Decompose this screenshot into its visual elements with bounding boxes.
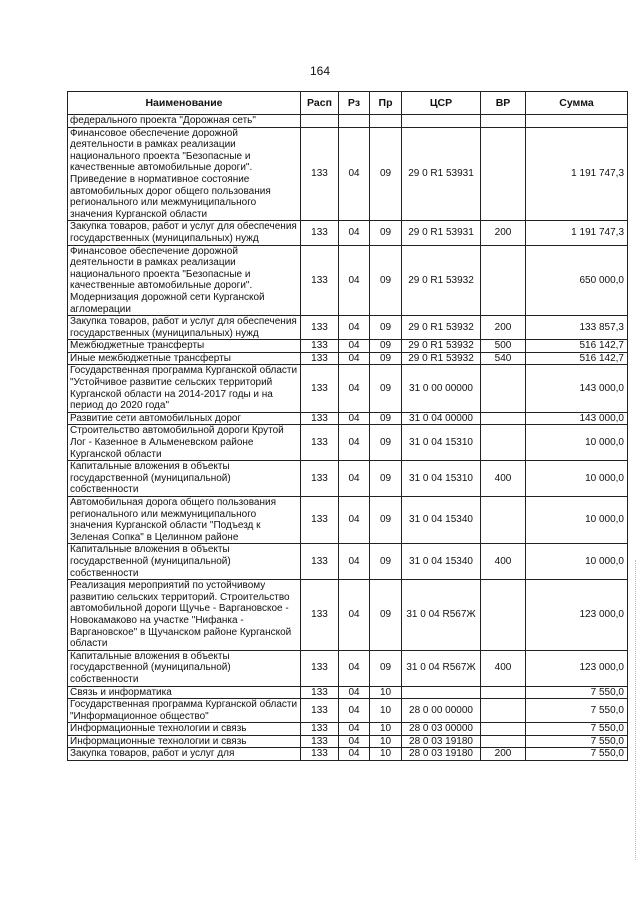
cell-rz: 04 bbox=[339, 365, 370, 412]
cell-vr: 200 bbox=[481, 748, 526, 761]
cell-pr: 09 bbox=[370, 461, 402, 497]
cell-vr bbox=[481, 699, 526, 723]
cell-vr: 400 bbox=[481, 544, 526, 580]
cell-sum: 7 550,0 bbox=[526, 735, 628, 748]
cell-vr bbox=[481, 245, 526, 316]
cell-sum: 7 550,0 bbox=[526, 699, 628, 723]
cell-csr: 31 0 04 15340 bbox=[402, 544, 481, 580]
cell-rasp: 133 bbox=[301, 544, 339, 580]
cell-pr: 10 bbox=[370, 699, 402, 723]
cell-csr: 31 0 04 15310 bbox=[402, 461, 481, 497]
header-sum: Сумма bbox=[526, 92, 628, 115]
cell-vr: 400 bbox=[481, 461, 526, 497]
table-row bbox=[68, 748, 628, 761]
cell-name: Финансовое обеспечение дорожной деятельности в рамках реализации национального проекта "Безопасные и качественные автомобильные дороги". Модернизация дорожной сети Курганской агломерации bbox=[68, 245, 301, 316]
cell-rasp: 133 bbox=[301, 340, 339, 353]
cell-rasp: 133 bbox=[301, 748, 339, 761]
cell-sum: 650 000,0 bbox=[526, 245, 628, 316]
cell-csr: 28 0 03 19180 bbox=[402, 735, 481, 748]
cell-rz: 04 bbox=[339, 221, 370, 245]
cell-rz: 04 bbox=[339, 316, 370, 340]
cell-csr bbox=[402, 115, 481, 128]
cell-vr bbox=[481, 115, 526, 128]
cell-rz: 04 bbox=[339, 245, 370, 316]
table-row bbox=[68, 544, 628, 580]
table-row bbox=[68, 699, 628, 723]
scan-edge-mark bbox=[633, 560, 636, 860]
cell-csr: 31 0 00 00000 bbox=[402, 365, 481, 412]
cell-csr: 31 0 04 15340 bbox=[402, 497, 481, 544]
table-row bbox=[68, 115, 628, 128]
cell-rasp: 133 bbox=[301, 352, 339, 365]
cell-name: Капитальные вложения в объекты государственной (муниципальной) собственности bbox=[68, 544, 301, 580]
cell-name: Автомобильная дорога общего пользования регионального или межмуниципального значения Курганской области "Подъезд к Зеленая Сопка" в Целинном районе bbox=[68, 497, 301, 544]
table-row bbox=[68, 412, 628, 425]
cell-rz: 04 bbox=[339, 723, 370, 736]
cell-vr bbox=[481, 412, 526, 425]
cell-name: Межбюджетные трансферты bbox=[68, 340, 301, 353]
cell-csr: 29 0 R1 53932 bbox=[402, 340, 481, 353]
cell-name: Иные межбюджетные трансферты bbox=[68, 352, 301, 365]
cell-pr: 09 bbox=[370, 127, 402, 221]
cell-csr: 29 0 R1 53932 bbox=[402, 352, 481, 365]
cell-csr: 29 0 R1 53932 bbox=[402, 245, 481, 316]
cell-rasp: 133 bbox=[301, 723, 339, 736]
header-name: Наименование bbox=[68, 92, 301, 115]
table-row bbox=[68, 340, 628, 353]
cell-sum: 10 000,0 bbox=[526, 425, 628, 461]
table-row bbox=[68, 127, 628, 221]
cell-rz bbox=[339, 115, 370, 128]
cell-name: Закупка товаров, работ и услуг для обеспечения государственных (муниципальных) нужд bbox=[68, 221, 301, 245]
cell-rasp: 133 bbox=[301, 735, 339, 748]
cell-name: Государственная программа Курганской области "Информационное общество" bbox=[68, 699, 301, 723]
cell-rz: 04 bbox=[339, 650, 370, 686]
cell-rasp: 133 bbox=[301, 580, 339, 651]
cell-pr: 10 bbox=[370, 723, 402, 736]
table-row bbox=[68, 221, 628, 245]
cell-sum: 7 550,0 bbox=[526, 686, 628, 699]
cell-vr: 200 bbox=[481, 316, 526, 340]
cell-rasp: 133 bbox=[301, 425, 339, 461]
cell-rasp: 133 bbox=[301, 686, 339, 699]
cell-pr: 09 bbox=[370, 425, 402, 461]
cell-pr: 10 bbox=[370, 735, 402, 748]
table-row bbox=[68, 245, 628, 316]
cell-rz: 04 bbox=[339, 699, 370, 723]
cell-rz: 04 bbox=[339, 686, 370, 699]
header-rz: Рз bbox=[339, 92, 370, 115]
table-row bbox=[68, 580, 628, 651]
cell-vr bbox=[481, 686, 526, 699]
cell-csr: 28 0 00 00000 bbox=[402, 699, 481, 723]
cell-pr: 09 bbox=[370, 544, 402, 580]
cell-pr: 10 bbox=[370, 748, 402, 761]
table-row bbox=[68, 686, 628, 699]
cell-sum: 143 000,0 bbox=[526, 365, 628, 412]
cell-rz: 04 bbox=[339, 352, 370, 365]
table-header-row bbox=[68, 92, 628, 115]
cell-name: Реализация мероприятий по устойчивому развитию сельских территорий. Строительство автомобильной дороги Щучье - Варгановское - Новокамаково на участке "Нифанка - Варгановское" в Щучанском районе Курганской области bbox=[68, 580, 301, 651]
cell-sum: 1 191 747,3 bbox=[526, 221, 628, 245]
cell-vr: 540 bbox=[481, 352, 526, 365]
cell-rz: 04 bbox=[339, 425, 370, 461]
cell-vr: 400 bbox=[481, 650, 526, 686]
cell-sum: 516 142,7 bbox=[526, 352, 628, 365]
cell-rasp: 133 bbox=[301, 316, 339, 340]
cell-vr bbox=[481, 425, 526, 461]
cell-csr: 29 0 R1 53931 bbox=[402, 221, 481, 245]
cell-name: Строительство автомобильной дороги Крутой Лог - Казенное в Альменевском районе Курганской области bbox=[68, 425, 301, 461]
cell-sum: 10 000,0 bbox=[526, 461, 628, 497]
cell-csr: 29 0 R1 53932 bbox=[402, 316, 481, 340]
cell-sum: 133 857,3 bbox=[526, 316, 628, 340]
cell-pr: 09 bbox=[370, 245, 402, 316]
cell-csr bbox=[402, 686, 481, 699]
cell-pr: 09 bbox=[370, 365, 402, 412]
cell-name: Развитие сети автомобильных дорог bbox=[68, 412, 301, 425]
cell-vr bbox=[481, 580, 526, 651]
cell-vr: 200 bbox=[481, 221, 526, 245]
cell-rasp: 133 bbox=[301, 497, 339, 544]
cell-vr bbox=[481, 497, 526, 544]
cell-pr: 09 bbox=[370, 316, 402, 340]
cell-name: Финансовое обеспечение дорожной деятельности в рамках реализации национального проекта "Безопасные и качественные автомобильные дороги". Приведение в нормативное состояние автомобильных дорог общего пользования регионального или межмуниципального значения Курганской области bbox=[68, 127, 301, 221]
cell-csr: 28 0 03 19180 bbox=[402, 748, 481, 761]
cell-rasp: 133 bbox=[301, 245, 339, 316]
cell-rz: 04 bbox=[339, 735, 370, 748]
cell-rasp: 133 bbox=[301, 365, 339, 412]
cell-vr bbox=[481, 723, 526, 736]
cell-vr bbox=[481, 127, 526, 221]
cell-vr: 500 bbox=[481, 340, 526, 353]
table-row bbox=[68, 352, 628, 365]
table-row bbox=[68, 461, 628, 497]
cell-rz: 04 bbox=[339, 497, 370, 544]
cell-sum: 143 000,0 bbox=[526, 412, 628, 425]
cell-pr: 09 bbox=[370, 497, 402, 544]
cell-sum: 516 142,7 bbox=[526, 340, 628, 353]
cell-vr bbox=[481, 735, 526, 748]
header-vr: ВР bbox=[481, 92, 526, 115]
cell-sum: 7 550,0 bbox=[526, 748, 628, 761]
cell-rz: 04 bbox=[339, 412, 370, 425]
cell-name: Информационные технологии и связь bbox=[68, 735, 301, 748]
cell-rasp: 133 bbox=[301, 412, 339, 425]
cell-csr: 31 0 04 00000 bbox=[402, 412, 481, 425]
cell-rz: 04 bbox=[339, 748, 370, 761]
cell-name: Закупка товаров, работ и услуг для bbox=[68, 748, 301, 761]
cell-sum: 10 000,0 bbox=[526, 544, 628, 580]
cell-name: Связь и информатика bbox=[68, 686, 301, 699]
cell-pr: 09 bbox=[370, 352, 402, 365]
table-row bbox=[68, 316, 628, 340]
cell-rz: 04 bbox=[339, 340, 370, 353]
cell-name: Капитальные вложения в объекты государственной (муниципальной) собственности bbox=[68, 461, 301, 497]
budget-table bbox=[67, 91, 628, 761]
cell-rasp: 133 bbox=[301, 699, 339, 723]
table-row bbox=[68, 723, 628, 736]
cell-sum: 10 000,0 bbox=[526, 497, 628, 544]
cell-pr: 09 bbox=[370, 580, 402, 651]
cell-pr: 10 bbox=[370, 686, 402, 699]
cell-pr: 09 bbox=[370, 412, 402, 425]
cell-sum bbox=[526, 115, 628, 128]
cell-rasp: 133 bbox=[301, 127, 339, 221]
cell-name: Государственная программа Курганской области "Устойчивое развитие сельских территорий Курганской области на 2014-2017 годы и на период до 2020 года" bbox=[68, 365, 301, 412]
cell-csr: 28 0 03 00000 bbox=[402, 723, 481, 736]
cell-sum: 7 550,0 bbox=[526, 723, 628, 736]
page-number: 164 bbox=[309, 64, 331, 78]
table-row bbox=[68, 735, 628, 748]
cell-name: Закупка товаров, работ и услуг для обеспечения государственных (муниципальных) нужд bbox=[68, 316, 301, 340]
cell-pr: 09 bbox=[370, 650, 402, 686]
cell-name: Информационные технологии и связь bbox=[68, 723, 301, 736]
cell-sum: 123 000,0 bbox=[526, 650, 628, 686]
cell-rasp: 133 bbox=[301, 221, 339, 245]
cell-csr: 31 0 04 15310 bbox=[402, 425, 481, 461]
cell-csr: 31 0 04 R567Ж bbox=[402, 580, 481, 651]
table-row bbox=[68, 497, 628, 544]
cell-name: Капитальные вложения в объекты государственной (муниципальной) собственности bbox=[68, 650, 301, 686]
cell-pr: 09 bbox=[370, 221, 402, 245]
cell-pr: 09 bbox=[370, 340, 402, 353]
cell-rasp: 133 bbox=[301, 650, 339, 686]
table-row bbox=[68, 650, 628, 686]
cell-vr bbox=[481, 365, 526, 412]
header-pr: Пр bbox=[370, 92, 402, 115]
cell-csr: 29 0 R1 53931 bbox=[402, 127, 481, 221]
cell-rz: 04 bbox=[339, 580, 370, 651]
cell-name: федерального проекта "Дорожная сеть" bbox=[68, 115, 301, 128]
header-rasp: Расп bbox=[301, 92, 339, 115]
cell-rasp bbox=[301, 115, 339, 128]
header-csr: ЦСР bbox=[402, 92, 481, 115]
cell-rasp: 133 bbox=[301, 461, 339, 497]
cell-sum: 1 191 747,3 bbox=[526, 127, 628, 221]
cell-rz: 04 bbox=[339, 461, 370, 497]
cell-rz: 04 bbox=[339, 127, 370, 221]
cell-sum: 123 000,0 bbox=[526, 580, 628, 651]
table-row bbox=[68, 425, 628, 461]
table-row bbox=[68, 365, 628, 412]
cell-pr bbox=[370, 115, 402, 128]
cell-rz: 04 bbox=[339, 544, 370, 580]
cell-csr: 31 0 04 R567Ж bbox=[402, 650, 481, 686]
